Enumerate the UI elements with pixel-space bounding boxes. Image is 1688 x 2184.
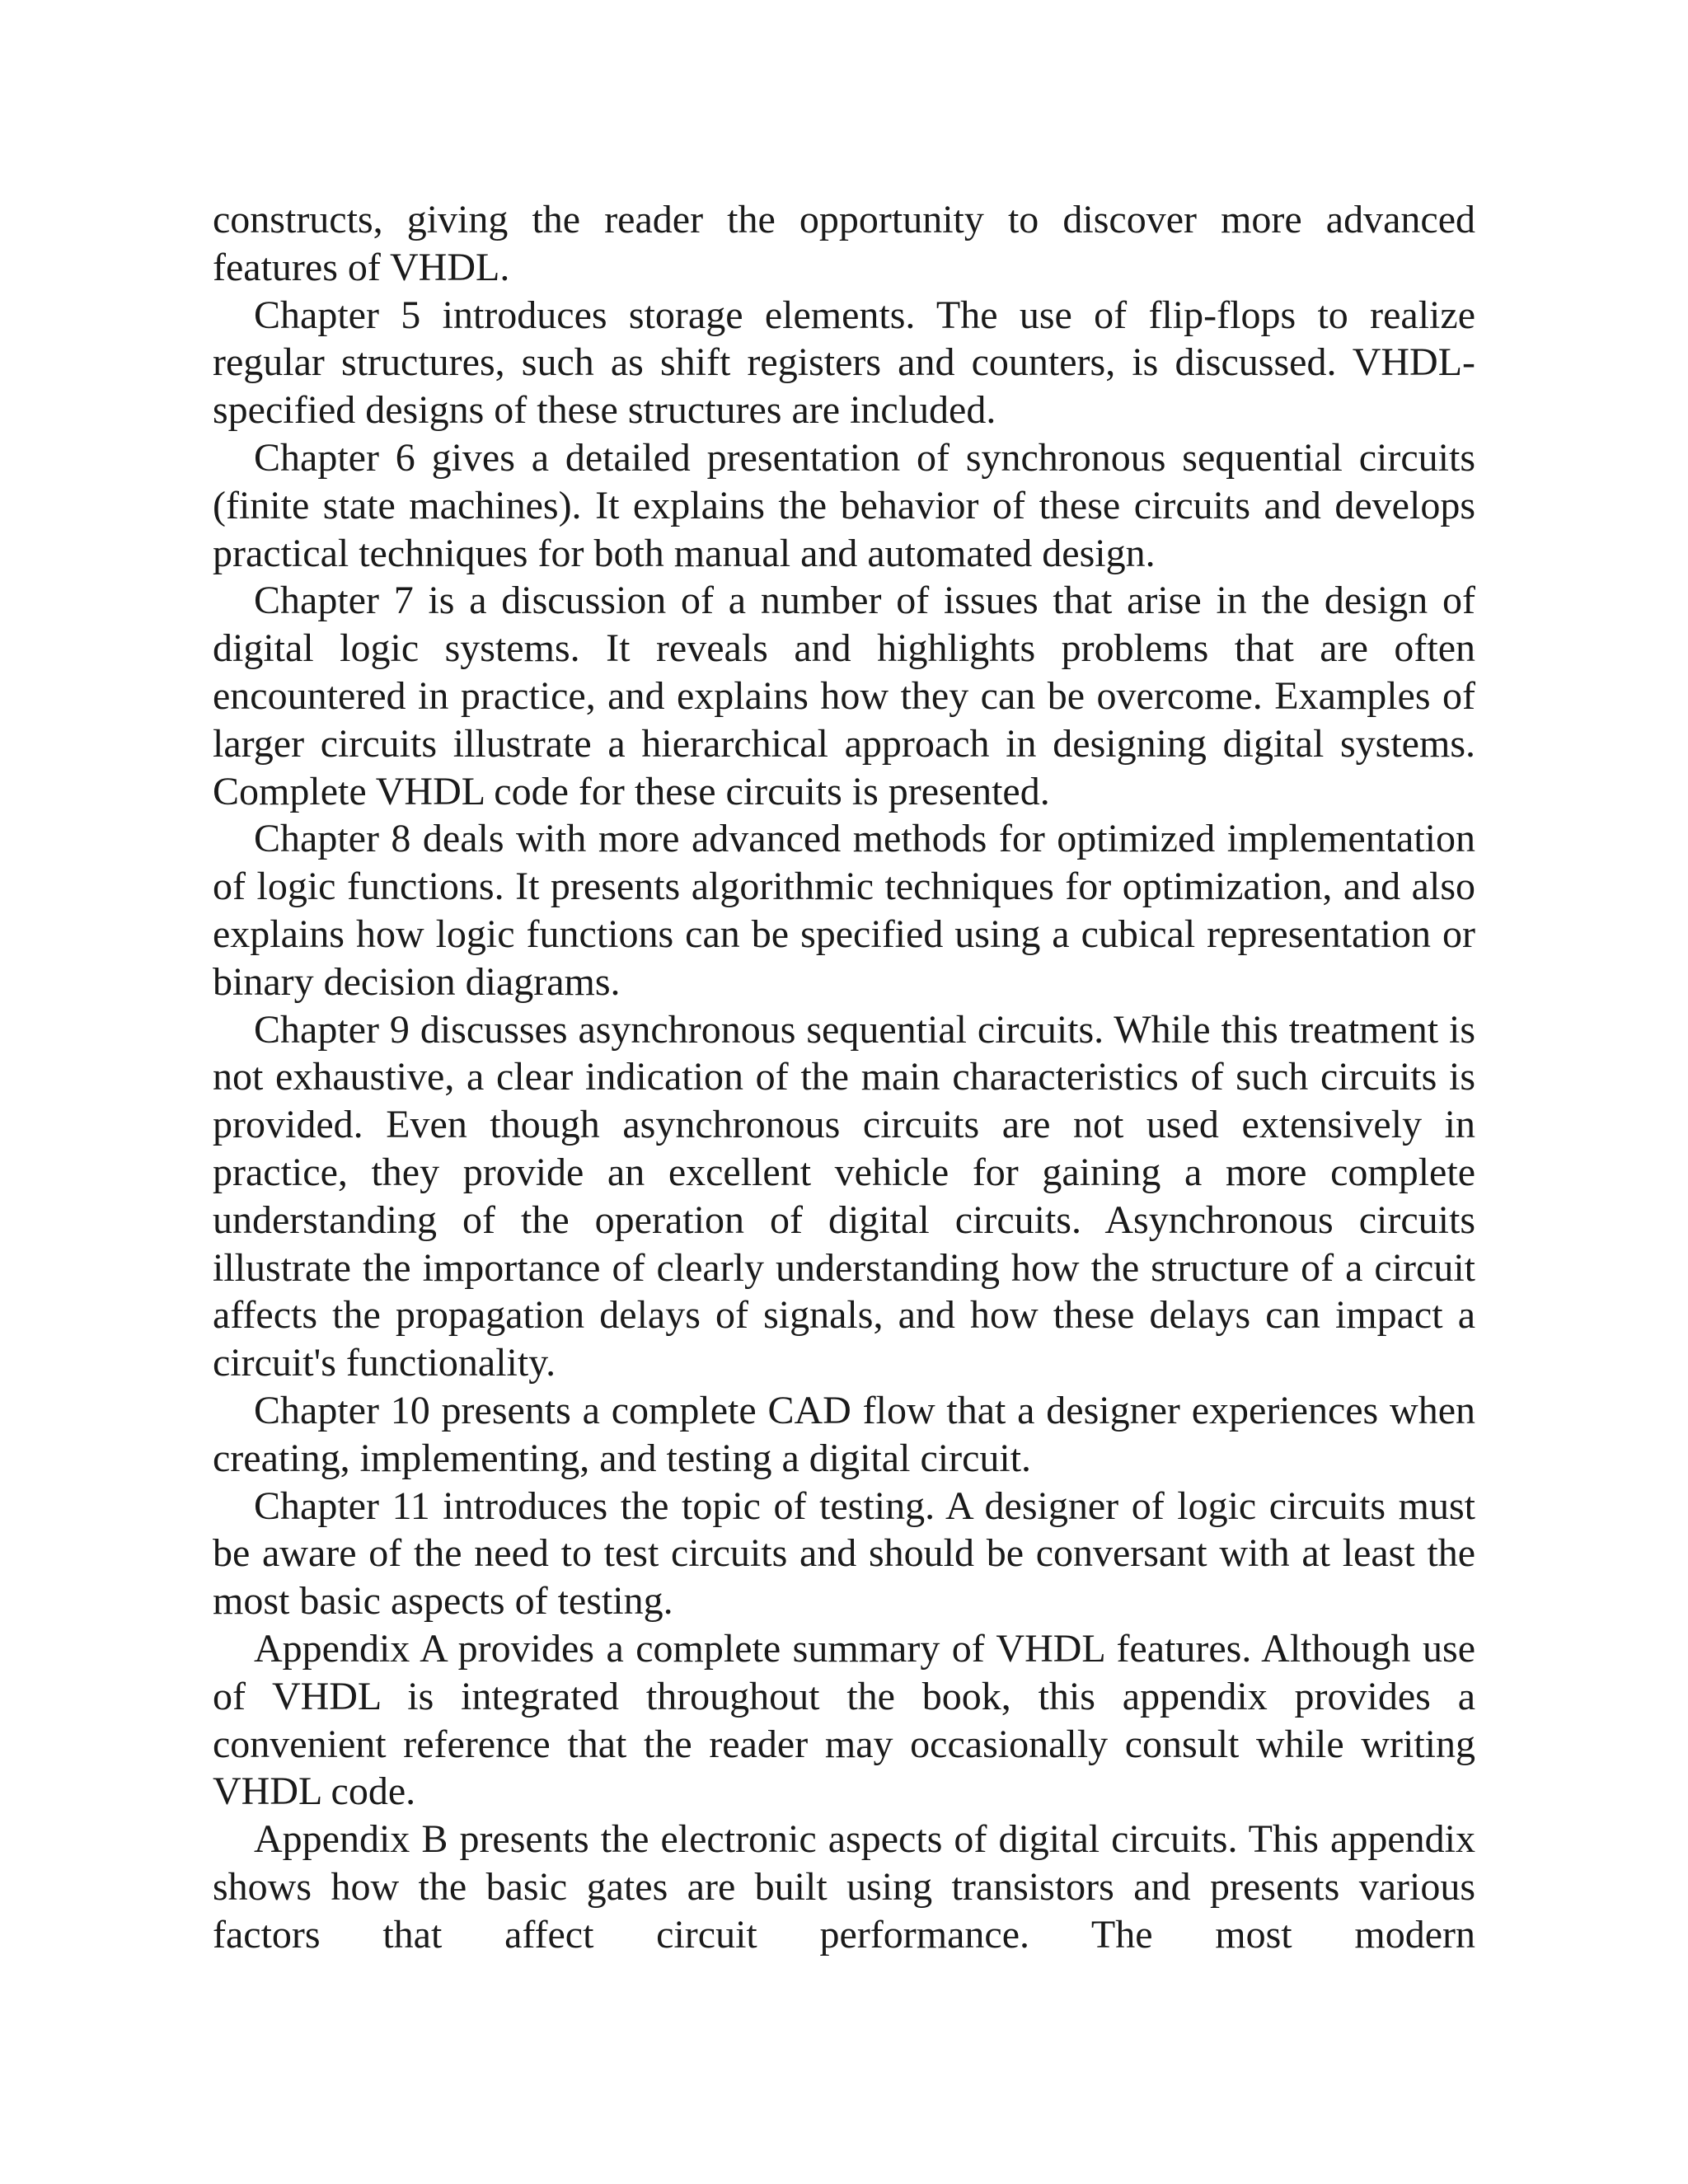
paragraph-chapter-7: Chapter 7 is a discussion of a number of issues that arise in the design of digital logic systems. It reveals and highlights problems that are often encountered in practice, and explains how they can be overcome. Examples of larger circuits illustrate a hierarchical approach in designing digital systems. Complete VHDL code for these circuits is presented. bbox=[213, 579, 1475, 813]
paragraph-chapter-10: Chapter 10 presents a complete CAD flow that a designer experiences when creating, implementing, and testing a digital circuit. bbox=[213, 1388, 1475, 1480]
paragraph-chapter-6: Chapter 6 gives a detailed presentation of synchronous sequential circuits (finite state machines). It explains the behavior of these circuits and develops practical techniques for both manual and automated design. bbox=[213, 435, 1475, 575]
paragraph-chapter-11: Chapter 11 introduces the topic of testing. A designer of logic circuits must be aware of the need to test circuits and should be conversant with at least the most basic aspects of testing. bbox=[213, 1483, 1475, 1624]
paragraph-appendix-b: Appendix B presents the electronic aspects of digital circuits. This appendix shows how the basic gates are built using transistors and presents various factors that affect circuit performance. The most modern bbox=[213, 1817, 1475, 1957]
paragraph-chapter-8: Chapter 8 deals with more advanced methods for optimized implementation of logic functions. It presents algorithmic techniques for optimization, and also explains how logic functions can be specified using a cubical representation or binary decision diagrams. bbox=[213, 817, 1475, 1004]
paragraph-chapter-9: Chapter 9 discusses asynchronous sequential circuits. While this treatment is not exhaustive, a clear indication of the main characteristics of such circuits is provided. Even though asynchronous circuits are not used extensively in practice, they provide an excellent vehicle for gaining a more complete understanding of the operation of digital circuits. Asynchronous circuits illustrate the importance of clearly understanding how the structure of a circuit affects the propagation delays of signals, and how these delays can impact a circuit's functionality. bbox=[213, 1007, 1475, 1385]
paragraph-appendix-a: Appendix A provides a complete summary of VHDL features. Although use of VHDL is integrated throughout the book, this appendix provides a convenient reference that the reader may occasionally consult while writing VHDL code. bbox=[213, 1626, 1475, 1814]
paragraph-continuation: constructs, giving the reader the opportunity to discover more advanced features of VHDL. bbox=[213, 198, 1475, 289]
paragraph-chapter-5: Chapter 5 introduces storage elements. The use of flip-flops to realize regular structures, such as shift registers and counters, is discussed. VHDL-specified designs of these structures are included. bbox=[213, 293, 1475, 433]
body-text bbox=[213, 196, 1475, 1958]
